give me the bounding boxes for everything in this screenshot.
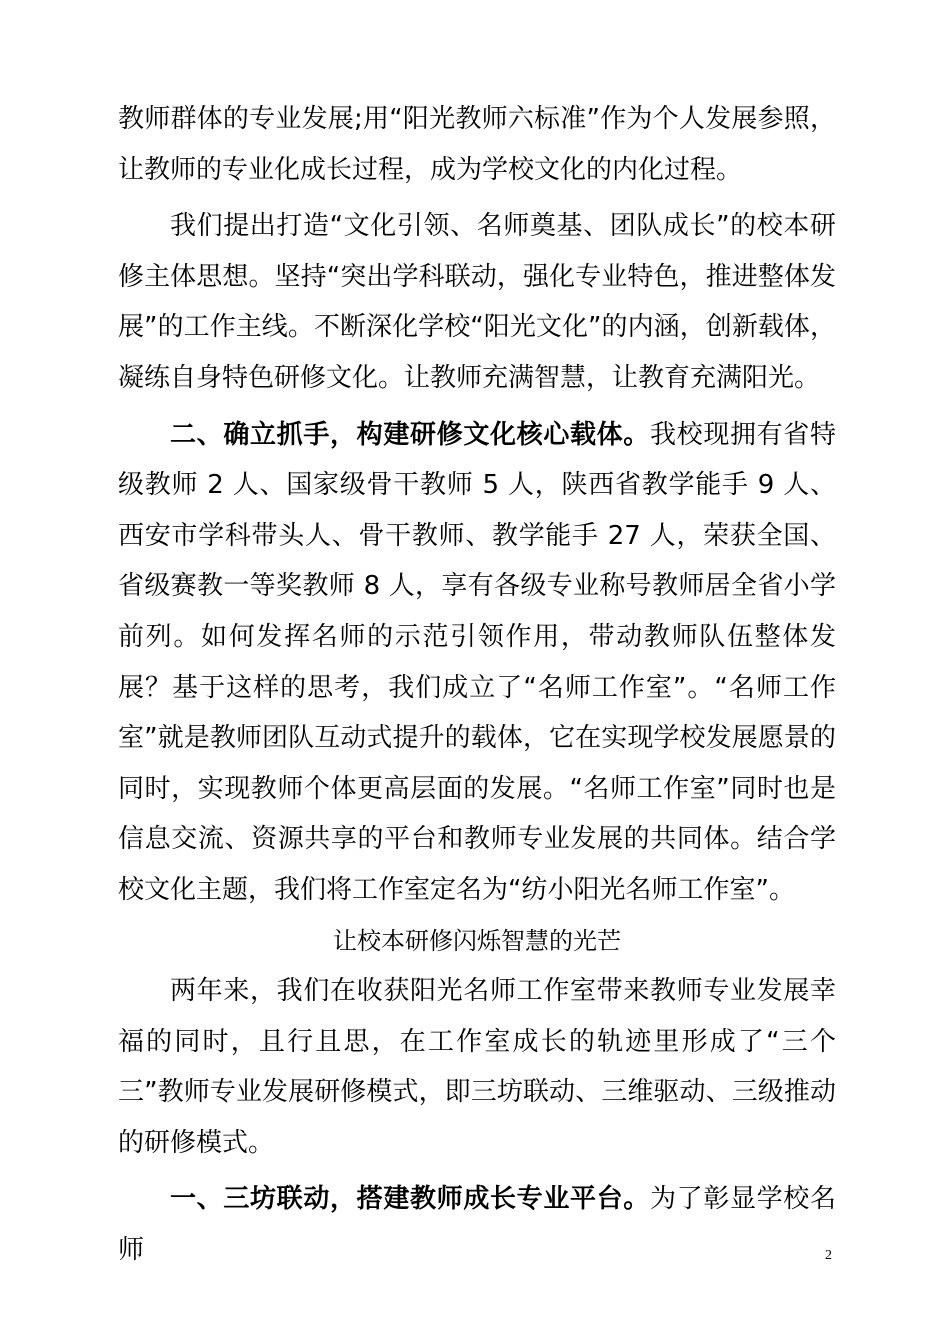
paragraph-text: 我校现拥有省特级教师 2 人、国家级骨干教师 5 人，陕西省教学能手 9 人、西安市学科带头人、骨干教师、教学能手 27 人，荣获全国、省级赛教一等奖教师 8 人，享有各级专业称号教师居全省小学前列。如何发挥名师的示范引领作用，带动教师队伍整体发展？基于这样的思考，我们成立了“名师工作室”。“名师工作室”就是教师团队互动式提升的载体，它在实现学校发展愿景的同时，实现教师个体更高层面的发展。“名师工作室”同时也是信息交流、资源共享的平台和教师专业发展的共同体。结合学校文化主题，我们将工作室定名为“纺小阳光名师工作室”。 — [118, 419, 836, 905]
paragraph-text: 两年来，我们在收获阳光名师工作室带来教师专业发展幸福的同时，且行且思，在工作室成长的轨迹里形成了“三个三”教师专业发展研修模式，即三坊联动、三维驱动、三级推动的研修模式。 — [118, 976, 836, 1158]
paragraph-section-one — [118, 1174, 836, 1275]
page-number: 2 — [825, 1248, 832, 1263]
section-heading: 二、确立抓手，构建研修文化核心载体。 — [170, 419, 650, 450]
document-body — [118, 94, 836, 1276]
centered-subheading: 让校本研修闪烁智慧的光芒 — [333, 926, 621, 955]
paragraph-continuation — [118, 94, 836, 195]
section-heading: 一、三坊联动，搭建教师成长专业平台。 — [170, 1184, 650, 1215]
paragraph-text: 我们提出打造“文化引领、名师奠基、团队成长”的校本研修主体思想。坚持“突出学科联动，强化专业特色，推进整体发展”的工作主线。不断深化学校“阳光文化”的内涵，创新载体，凝练自身特色研修文化。让教师充满智慧，让教育充满阳光。 — [118, 211, 836, 393]
paragraph-section-two — [118, 410, 836, 916]
paragraph-two-years — [118, 966, 836, 1168]
paragraph-text: 为了彰显学校名师 — [118, 1184, 836, 1266]
paragraph-research-theme — [118, 201, 836, 403]
paragraph-text: 教师群体的专业发展;用“阳光教师六标准”作为个人发展参照，让教师的专业化成长过程，成为学校文化的内化过程。 — [118, 104, 836, 185]
